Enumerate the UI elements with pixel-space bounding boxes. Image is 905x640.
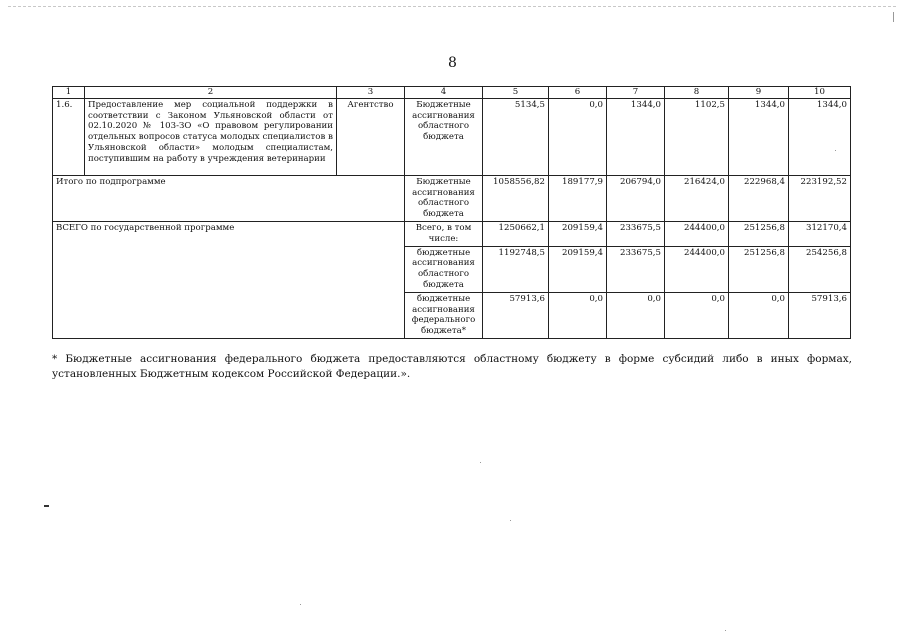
scan-speck [300, 604, 301, 605]
value-cell: 1344,0 [789, 98, 851, 175]
value-cell: 0,0 [729, 292, 789, 338]
subtotal-row [53, 175, 851, 221]
funding-source: Бюджетные ассигнования областного бюджета [405, 175, 483, 221]
budget-table [52, 86, 851, 339]
value-cell: 0,0 [549, 292, 607, 338]
funding-source: Всего, в том числе: [405, 221, 483, 246]
col-header: 1 [53, 87, 85, 99]
value-cell: 0,0 [549, 98, 607, 175]
value-cell: 244400,0 [665, 246, 729, 292]
scan-speck [480, 462, 481, 463]
value-cell: 251256,8 [729, 221, 789, 246]
funding-source: Бюджетные ассигнования областного бюджета [405, 98, 483, 175]
value-cell: 209159,4 [549, 246, 607, 292]
value-cell: 1102,5 [665, 98, 729, 175]
scan-speck [725, 630, 726, 631]
value-cell: 57913,6 [483, 292, 549, 338]
value-cell: 189177,9 [549, 175, 607, 221]
value-cell: 312170,4 [789, 221, 851, 246]
value-cell: 1192748,5 [483, 246, 549, 292]
executor: Агентство [337, 98, 405, 175]
value-cell: 251256,8 [729, 246, 789, 292]
value-cell: 57913,6 [789, 292, 851, 338]
col-header: 3 [337, 87, 405, 99]
table-row [53, 98, 851, 175]
col-header: 7 [607, 87, 665, 99]
value-cell: 5134,5 [483, 98, 549, 175]
col-header: 8 [665, 87, 729, 99]
col-header: 10 [789, 87, 851, 99]
measure-name: Предоставление мер социальной поддержки в соответствии с Законом Ульяновской области от 02.10.2020 № 103-ЗО «О правовом регулировании отдельных вопросов статуса молодых специалистов в Ульяновской области» молодым специалистам, поступившим на работу в учреждения ветеринарии [85, 98, 337, 175]
value-cell: 1250662,1 [483, 221, 549, 246]
value-cell: 244400,0 [665, 221, 729, 246]
value-cell: 222968,4 [729, 175, 789, 221]
value-cell: 0,0 [607, 292, 665, 338]
col-header: 4 [405, 87, 483, 99]
value-cell: 1344,0 [607, 98, 665, 175]
footnote: * Бюджетные ассигнования федерального бюджета предоставляются областному бюджету в форме субсидий либо в иных формах, установленных Бюджетным кодексом Российской Федерации.». [52, 353, 852, 380]
value-cell: 254256,8 [789, 246, 851, 292]
value-cell: 223192,52 [789, 175, 851, 221]
row-number: 1.6. [53, 98, 85, 175]
value-cell: 1344,0 [729, 98, 789, 175]
page-number: 8 [448, 55, 457, 71]
subtotal-label: Итого по подпрограмме [53, 175, 405, 221]
scan-top-rule [8, 6, 896, 7]
value-cell: 216424,0 [665, 175, 729, 221]
grand-total-row [53, 221, 851, 246]
scan-speck [510, 520, 511, 521]
scan-speck [44, 505, 49, 507]
value-cell: 206794,0 [607, 175, 665, 221]
funding-source: бюджетные ассигнования областного бюджета [405, 246, 483, 292]
value-cell: 0,0 [665, 292, 729, 338]
grand-total-label: ВСЕГО по государственной программе [53, 221, 405, 338]
col-header: 9 [729, 87, 789, 99]
value-cell: 233675,5 [607, 221, 665, 246]
scan-speck [893, 12, 894, 22]
value-cell: 1058556,82 [483, 175, 549, 221]
funding-source: бюджетные ассигнования федерального бюджета* [405, 292, 483, 338]
col-header: 5 [483, 87, 549, 99]
header-row [53, 87, 851, 99]
col-header: 2 [85, 87, 337, 99]
value-cell: 233675,5 [607, 246, 665, 292]
col-header: 6 [549, 87, 607, 99]
value-cell: 209159,4 [549, 221, 607, 246]
scan-speck [835, 150, 836, 151]
